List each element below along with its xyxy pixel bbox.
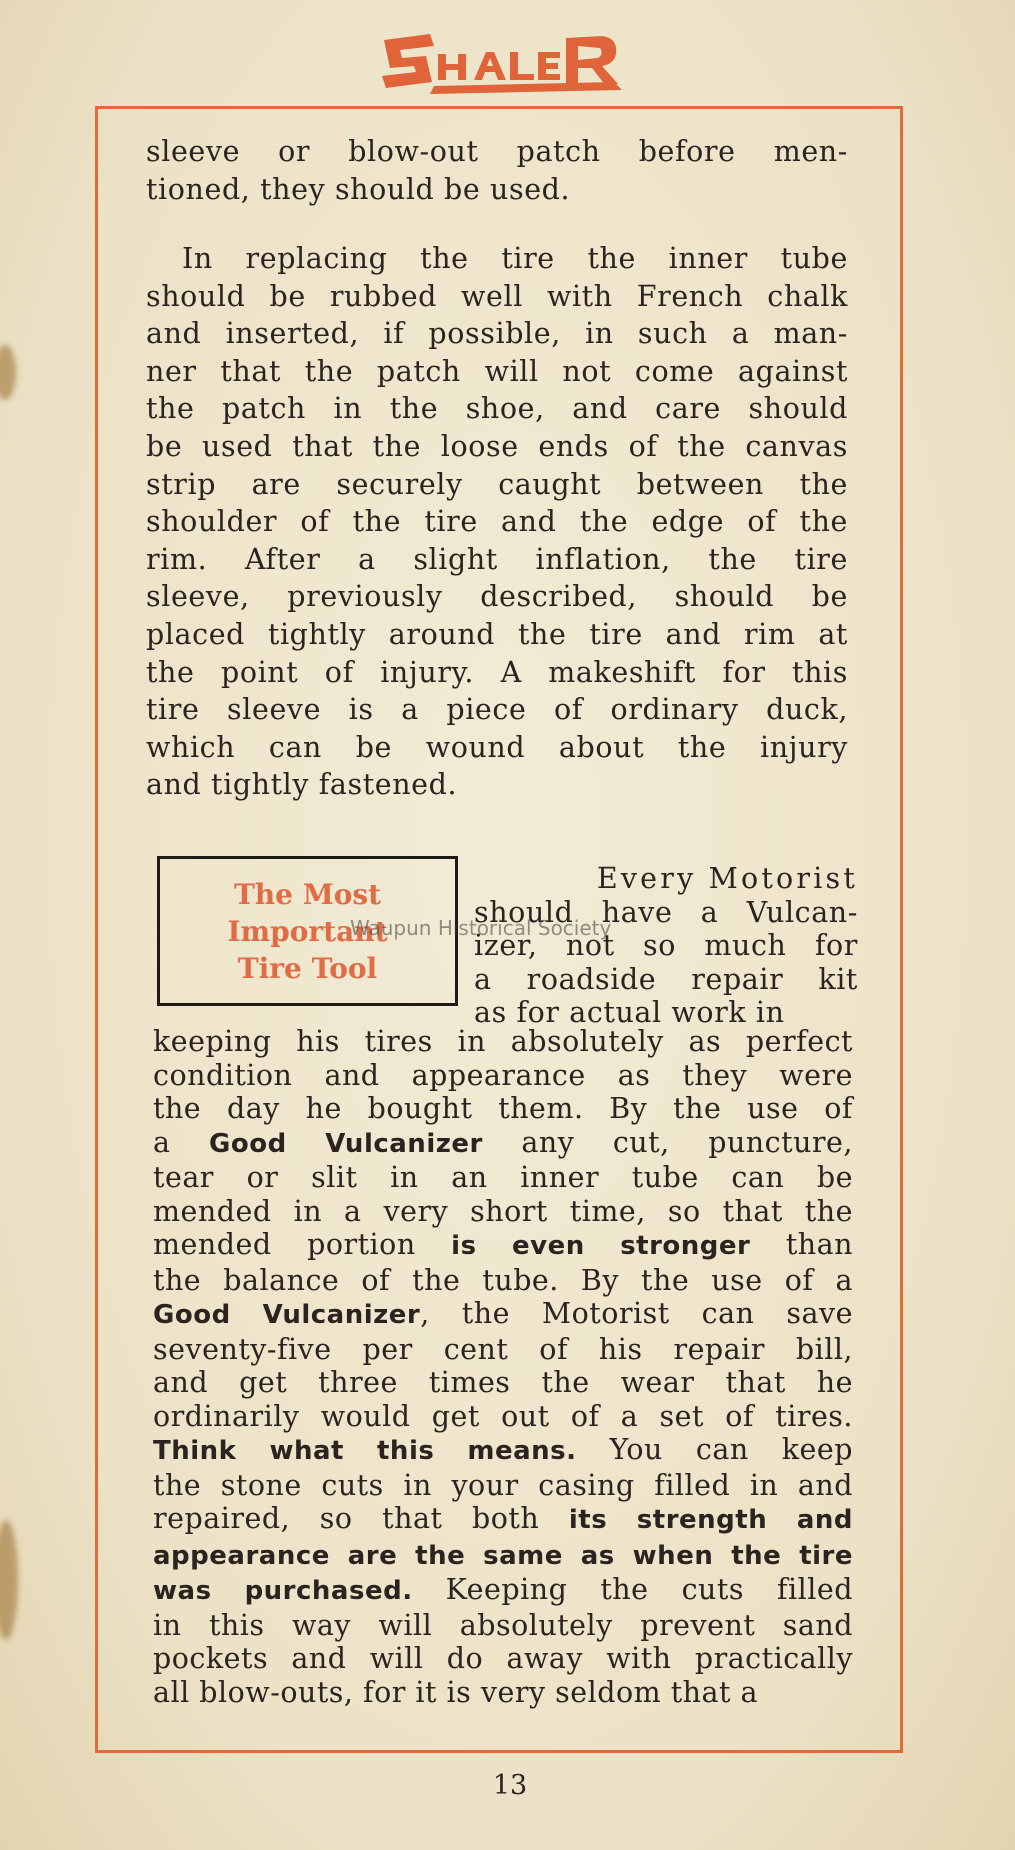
text-line [153,1433,853,1469]
shaler-logo [378,32,628,94]
text-line [153,1400,853,1434]
text-run: than [750,1228,854,1261]
paragraph-continuation [146,133,848,208]
text-line: placed tightly around the tire and rim at [146,617,848,651]
boxed-heading-line: The Most [233,877,382,911]
text-line [153,1025,853,1059]
text-line: sleeve or blow-out patch before men- [146,135,848,168]
text-run: and get three times the wear that he [153,1366,853,1399]
text-run: the day he bought them. By the use of [153,1092,853,1125]
text-line [153,1059,853,1093]
text-line [153,1676,853,1710]
bold-phrase: Good Vulcanizer [153,1300,421,1330]
text-line [153,1161,853,1195]
text-run: pockets and will do away with practically [153,1642,853,1675]
text-line [153,1366,853,1400]
bold-phrase: Think what this means. [153,1436,577,1466]
text-line [153,1092,853,1126]
text-line: sleeve, previously described, should be [146,580,848,614]
text-run: the stone cuts in your casing filled in and [153,1468,853,1502]
text-line: strip are securely caught between the [146,467,848,501]
bold-phrase: appearance are the same as when the tire [153,1540,853,1571]
text-line: should have a Vulcan- [474,895,858,929]
text-line: tire sleeve is a piece of ordinary duck, [146,693,848,727]
text-line [153,1573,853,1609]
bold-phrase: is even stronger [451,1231,751,1261]
text-run: any cut, puncture, [482,1125,853,1159]
text-run: repaired, so that both [153,1502,569,1535]
boxed-heading-line: Important [227,914,388,948]
page-number: 13 [492,1770,528,1801]
text-line: the point of injury. A makeshift for this [146,655,848,689]
text-run: ordinarily would get out of a set of tires. [153,1399,853,1433]
text-line: tioned, they should be used. [146,172,571,206]
text-line: ner that the patch will not come against [146,354,848,388]
text-line [153,1469,853,1503]
paragraph-vulcanizer [153,1025,853,1709]
text-run: seventy-five per cent of his repair bill, [153,1332,853,1366]
text-line [153,1333,853,1367]
boxed-heading-line: Tire Tool [237,951,378,985]
text-line: should be rubbed well with French chalk [146,279,848,313]
text-line: as for actual work in [474,996,785,1029]
text-line: shoulder of the tire and the edge of the [146,505,848,539]
text-run: You can keep [576,1433,853,1466]
bold-phrase: Good Vulcanizer [209,1128,483,1159]
paragraph-replacing-tire [146,240,848,804]
text-line [153,1502,853,1538]
text-run: all blow-outs, for it is very seldom that a [153,1675,758,1709]
text-line: Every Motorist [596,862,858,895]
watermark: Waupun Historical Society [350,916,612,940]
text-line: the patch in the shoe, and care should [146,392,848,426]
text-line: a roadside repair kit [474,962,858,996]
text-line: rim. After a slight inflation, the tire [146,542,848,576]
text-line [153,1642,853,1676]
text-run: mended in a very short time, so that the [153,1194,853,1228]
text-run: condition and appearance as they were [153,1058,853,1092]
bold-phrase: was purchased. [153,1576,413,1606]
paragraph-every-motorist-intro [474,862,858,1030]
text-line [153,1538,853,1574]
text-line [153,1264,853,1298]
text-run: tear or slit in an inner tube can be [153,1161,853,1194]
text-run: a [153,1125,210,1159]
text-line: which can be wound about the injury [146,730,848,764]
bold-phrase: its strength and [568,1505,853,1535]
text-line [153,1126,853,1162]
text-line: In replacing the tire the inner tube [182,242,848,275]
text-run: Keeping the cuts filled [412,1573,853,1606]
text-line [153,1609,853,1643]
text-line: and inserted, if possible, in such a man- [146,317,848,351]
text-line [153,1228,853,1264]
text-run: mended portion [153,1228,452,1261]
text-line [153,1195,853,1229]
text-run: , the Motorist can save [420,1297,853,1330]
text-line: izer, not so much for [474,929,858,962]
text-run: in this way will absolutely prevent sand [153,1608,853,1642]
text-line [153,1297,853,1333]
text-line: be used that the loose ends of the canvas [146,429,848,463]
text-run: the balance of the tube. By the use of a [153,1263,853,1297]
text-line: and tightly fastened. [146,768,458,802]
text-run: keeping his tires in absolutely as perfect [153,1025,853,1058]
